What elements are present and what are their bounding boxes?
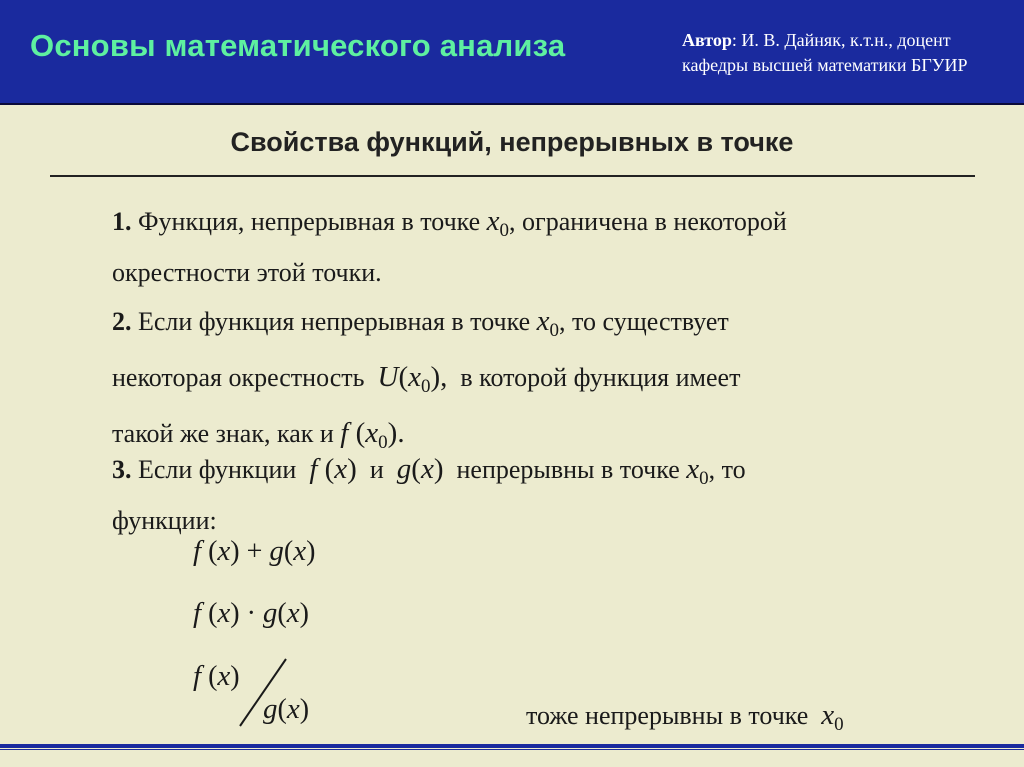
- item-text: , ограничена в некоторой: [509, 207, 787, 236]
- item-text: непрерывны в точке: [456, 455, 680, 484]
- formula-quotient-denominator: g(x): [263, 693, 310, 725]
- math-neighborhood: $U(x_0)$,: [377, 361, 448, 397]
- author-department: кафедры высшей математики БГУИР: [682, 55, 968, 75]
- author-name: : И. В. Дайняк, к.т.н., доцент: [731, 30, 951, 50]
- property-3: [112, 448, 746, 542]
- header-divider: [0, 103, 1024, 105]
- formula-quotient-numerator: f (x): [193, 660, 240, 692]
- math-x0: $x_0$: [821, 699, 844, 735]
- item-text: некоторая окрестность: [112, 363, 365, 392]
- footer-bar: [0, 744, 1024, 748]
- course-title: Основы математического анализа: [30, 28, 566, 63]
- conclusion-text: тоже непрерывны в точке: [526, 701, 809, 730]
- header-bar: [0, 0, 1024, 103]
- property-2: [112, 298, 740, 466]
- item-text: Функция, непрерывная в точке: [138, 207, 481, 236]
- item-text: Если функция непрерывная в точке: [138, 307, 531, 336]
- author-info: [682, 28, 968, 78]
- footer-line: [0, 749, 1024, 750]
- conclusion: [526, 694, 844, 746]
- author-label: Автор: [682, 30, 732, 50]
- item-text: и: [369, 455, 384, 484]
- math-f-x0: f $(x_0)$.: [340, 417, 405, 453]
- formula-sum: f (x) + g(x): [193, 535, 316, 567]
- math-f-x: f (x): [309, 453, 357, 485]
- item-text: , то существует: [559, 307, 729, 336]
- math-x0: $x_0$: [486, 205, 510, 241]
- item-text: Если функции: [138, 455, 297, 484]
- item-text: окрестности этой точки.: [112, 258, 382, 287]
- title-divider: [50, 175, 975, 177]
- item-text: в которой функция имеет: [460, 363, 741, 392]
- item-text: , то: [708, 455, 746, 484]
- math-g-x: g(x): [396, 453, 444, 485]
- item-text: функции:: [112, 506, 217, 535]
- math-x0: $x_0$: [686, 453, 709, 489]
- math-x0: $x_0$: [536, 305, 560, 341]
- property-1: [112, 200, 787, 294]
- item-text: такой же знак, как и: [112, 419, 334, 448]
- formula-product: f (x) · g(x): [193, 597, 309, 629]
- item-number: 2.: [112, 307, 132, 336]
- slide-title: Свойства функций, непрерывных в точке: [230, 127, 794, 157]
- item-number: 3.: [112, 455, 132, 484]
- item-number: 1.: [112, 207, 132, 236]
